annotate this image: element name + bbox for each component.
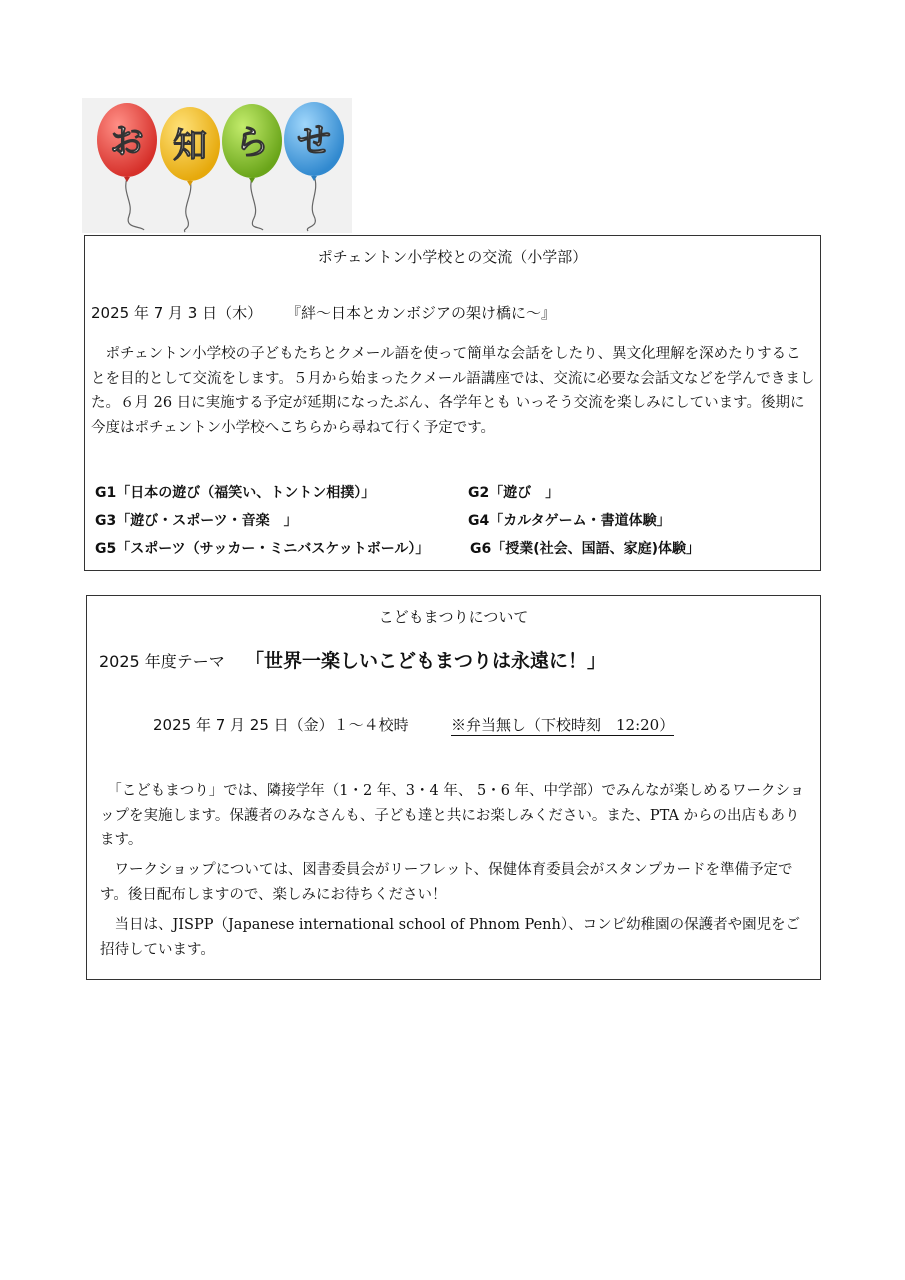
exchange-body: ポチェントン小学校の子どもたちとクメール語を使って簡単な会話をしたり、異文化理解を深めたりすることを目的として交流をします。５月から始まったクメール語講座では、交流に必要な会話文などを学んできました。６月 26 日に実施する予定が延期になったぶん、各学年とも いっそう交流を楽しみにしています。後期に今度はポチェントン小学校へこちらから尋ねて行く予定です。 <box>91 346 815 436</box>
grade-g6: G6「授業(社会、国語、家庭)体験」 <box>470 541 701 557</box>
festival-note: ※弁当無し（下校時刻 12:20） <box>451 716 675 734</box>
festival-section <box>86 595 821 980</box>
oshirase-banner <box>82 98 352 233</box>
grade-g5: G5「スポーツ（サッカー・ミニバスケットボール）」 <box>95 541 430 557</box>
exchange-section <box>84 235 821 571</box>
exchange-subtitle: 『絆～日本とカンボジアの架け橋に～』 <box>286 304 557 322</box>
banner-char-chi: 知 <box>173 126 207 166</box>
festival-heading: こどもまつりについて <box>378 608 529 626</box>
grade-g4: G4「カルタゲーム・書道体験」 <box>468 513 671 529</box>
festival-paragraph: 「こどもまつり」では、隣接学年（1・2 年、3・4 年、 5・6 年、中学部）でみんなが楽しめるワークショップを実施します。保護者のみなさんも、子ども達と共にお楽しみください。また、PTA からの出店もあります。 <box>100 783 805 848</box>
grade-g1: G1「日本の遊び（福笑い、トントン相撲）」 <box>95 485 376 501</box>
festival-theme-prefix: 2025 年度テーマ <box>99 652 225 671</box>
banner-char-ra: ら <box>235 123 269 163</box>
grade-g3: G3「遊び・スポーツ・音楽 」 <box>95 513 298 529</box>
festival-theme-title: 「世界一楽しいこどもまつりは永遠に！」 <box>245 650 607 672</box>
festival-date: 2025 年 7 月 25 日（金）１～４校時 <box>153 716 409 734</box>
exchange-heading: ポチェントン小学校との交流（小学部） <box>317 248 588 266</box>
festival-paragraph: 当日は、JISPP（Japanese international school of Phnom Penh）、コンピ幼稚園の保護者や園児をご招待しています。 <box>100 917 801 958</box>
festival-paragraph: ワークショップについては、図書委員会がリーフレット、保健体育委員会がスタンプカードを準備予定です。後日配布しますので、楽しみにお待ちください！ <box>100 862 793 903</box>
grade-g2: G2「遊び 」 <box>468 485 560 501</box>
banner-char-se: せ <box>297 121 331 161</box>
balloon-icon <box>82 98 352 233</box>
exchange-date: 2025 年 7 月 3 日（木） <box>91 304 263 322</box>
banner-char-o: お <box>110 122 144 162</box>
